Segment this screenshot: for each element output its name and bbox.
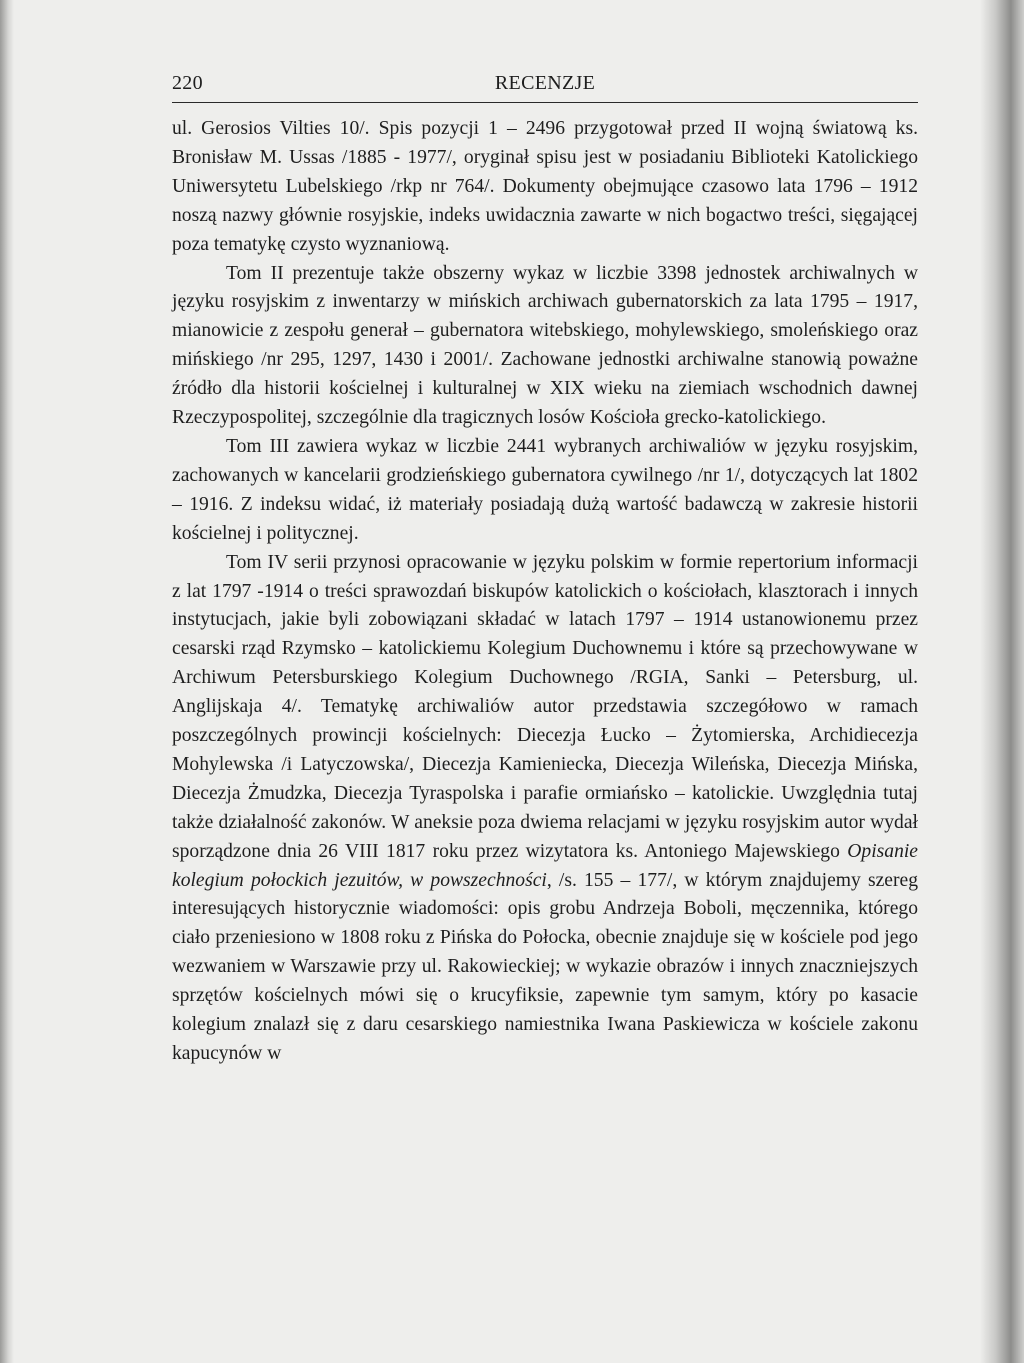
paragraph [172,549,918,1069]
text-segment: Tom II prezentuje także obszerny wykaz w liczbie 3398 jednostek archiwalnych w języku rosyjskim z inwentarzy w mińskich archiwach gubernatorskich za lata 1795 – 1917, mianowicie z zespołu generał – gubernatora witebskiego, mohylewskiego, smoleńskiego oraz mińskiego /nr 295, 1297, 1430 i 2001/. Zachowane jednostki archiwalne stanowią poważne źródło dla historii kościelnej i kulturalnej w XIX wieku na ziemiach wschodnich dawnej Rzeczypospolitej, szczególnie dla tragicznych losów Kościoła grecko-katolickiego. [172,262,918,429]
document-page [172,72,918,1069]
scan-edge-left [0,0,14,1363]
scan-edge-right [980,0,1024,1363]
page-number: 220 [172,72,203,94]
header-rule [172,102,918,103]
paragraph [172,433,918,549]
running-head [172,72,918,102]
text-segment: , /s. 155 – 177/, w którym znajdujemy szereg interesujących historycznie wiadomości: opis grobu Andrzeja Boboli, męczennika, którego ciało przeniesiono w 1808 roku z Pińska do Połocka, obecnie znajduje się w kościele pod jego wezwaniem w Warszawie przy ul. Rakowieckiej; w wykazie obrazów i innych znaczniejszych sprzętów kościelnych mówi się o krucyfiksie, zapewnie tym samym, który po kasacie kolegium znalazł się z daru cesarskiego namiestnika Iwana Paskiewicza w kościele zakonu kapucynów w [172,869,918,1064]
body-text [172,115,918,1069]
text-segment: Tom III zawiera wykaz w liczbie 2441 wybranych archiwaliów w języku rosyjskim, zachowanych w kancelarii grodzieńskiego gubernatora cywilnego /nr 1/, dotyczących lat 1802 – 1916. Z indeksu widać, iż materiały posiadają dużą wartość badawczą w zakresie historii kościelnej i politycznej. [172,435,918,544]
text-segment: Tom IV serii przynosi opracowanie w języku polskim w formie repertorium informacji z lat 1797 -1914 o treści sprawozdań biskupów katolickich o kościołach, klasztorach i innych instytucjach, jakie byli zobowiązani składać w latach 1797 – 1914 ustanowionemu przez cesarski rząd Rzymsko – katolickiemu Kolegium Duchownemu i które są przechowywane w Archiwum Petersburskiego Kolegium Duchownego /RGIA, Sanki – Petersburg, ul. Anglijskaja 4/. Tematykę archiwaliów autor przedstawia szczegółowo w ramach poszczególnych prowincji kościelnych: Diecezja Łucko – Żytomierska, Archidiecezja Mohylewska /i Latyczowska/, Diecezja Kamieniecka, Diecezja Wileńska, Diecezja Mińska, Diecezja Żmudzka, Diecezja Tyraspolska i parafie ormiańsko – katolickie. Uwzględnia tutaj także działalność zakonów. W aneksie poza dwiema relacjami w języku rosyjskim autor wydał sporządzone dnia 26 VIII 1817 roku przez wizytatora ks. Antoniego Majewskiego [172,551,918,862]
paragraph [172,260,918,433]
text-segment: ul. Gerosios Vilties 10/. Spis pozycji 1 – 2496 przygotował przed II wojną światową ks. Bronisław M. Ussas /1885 - 1977/, oryginał spisu jest w posiadaniu Biblioteki Katolickiego Uniwersytetu Lubelskiego /rkp nr 764/. Dokumenty obejmujące czasowo lata 1796 – 1912 noszą nazwy głównie rosyjskie, indeks uwidacznia zawarte w nich bogactwo treści, sięgającej poza tematykę czysto wyznaniową. [172,118,918,255]
italic-title: Opisanie kolegium połockich jezuitów, w powszechności [172,840,918,891]
paragraph [172,115,918,260]
section-title: RECENZJE [494,72,596,94]
